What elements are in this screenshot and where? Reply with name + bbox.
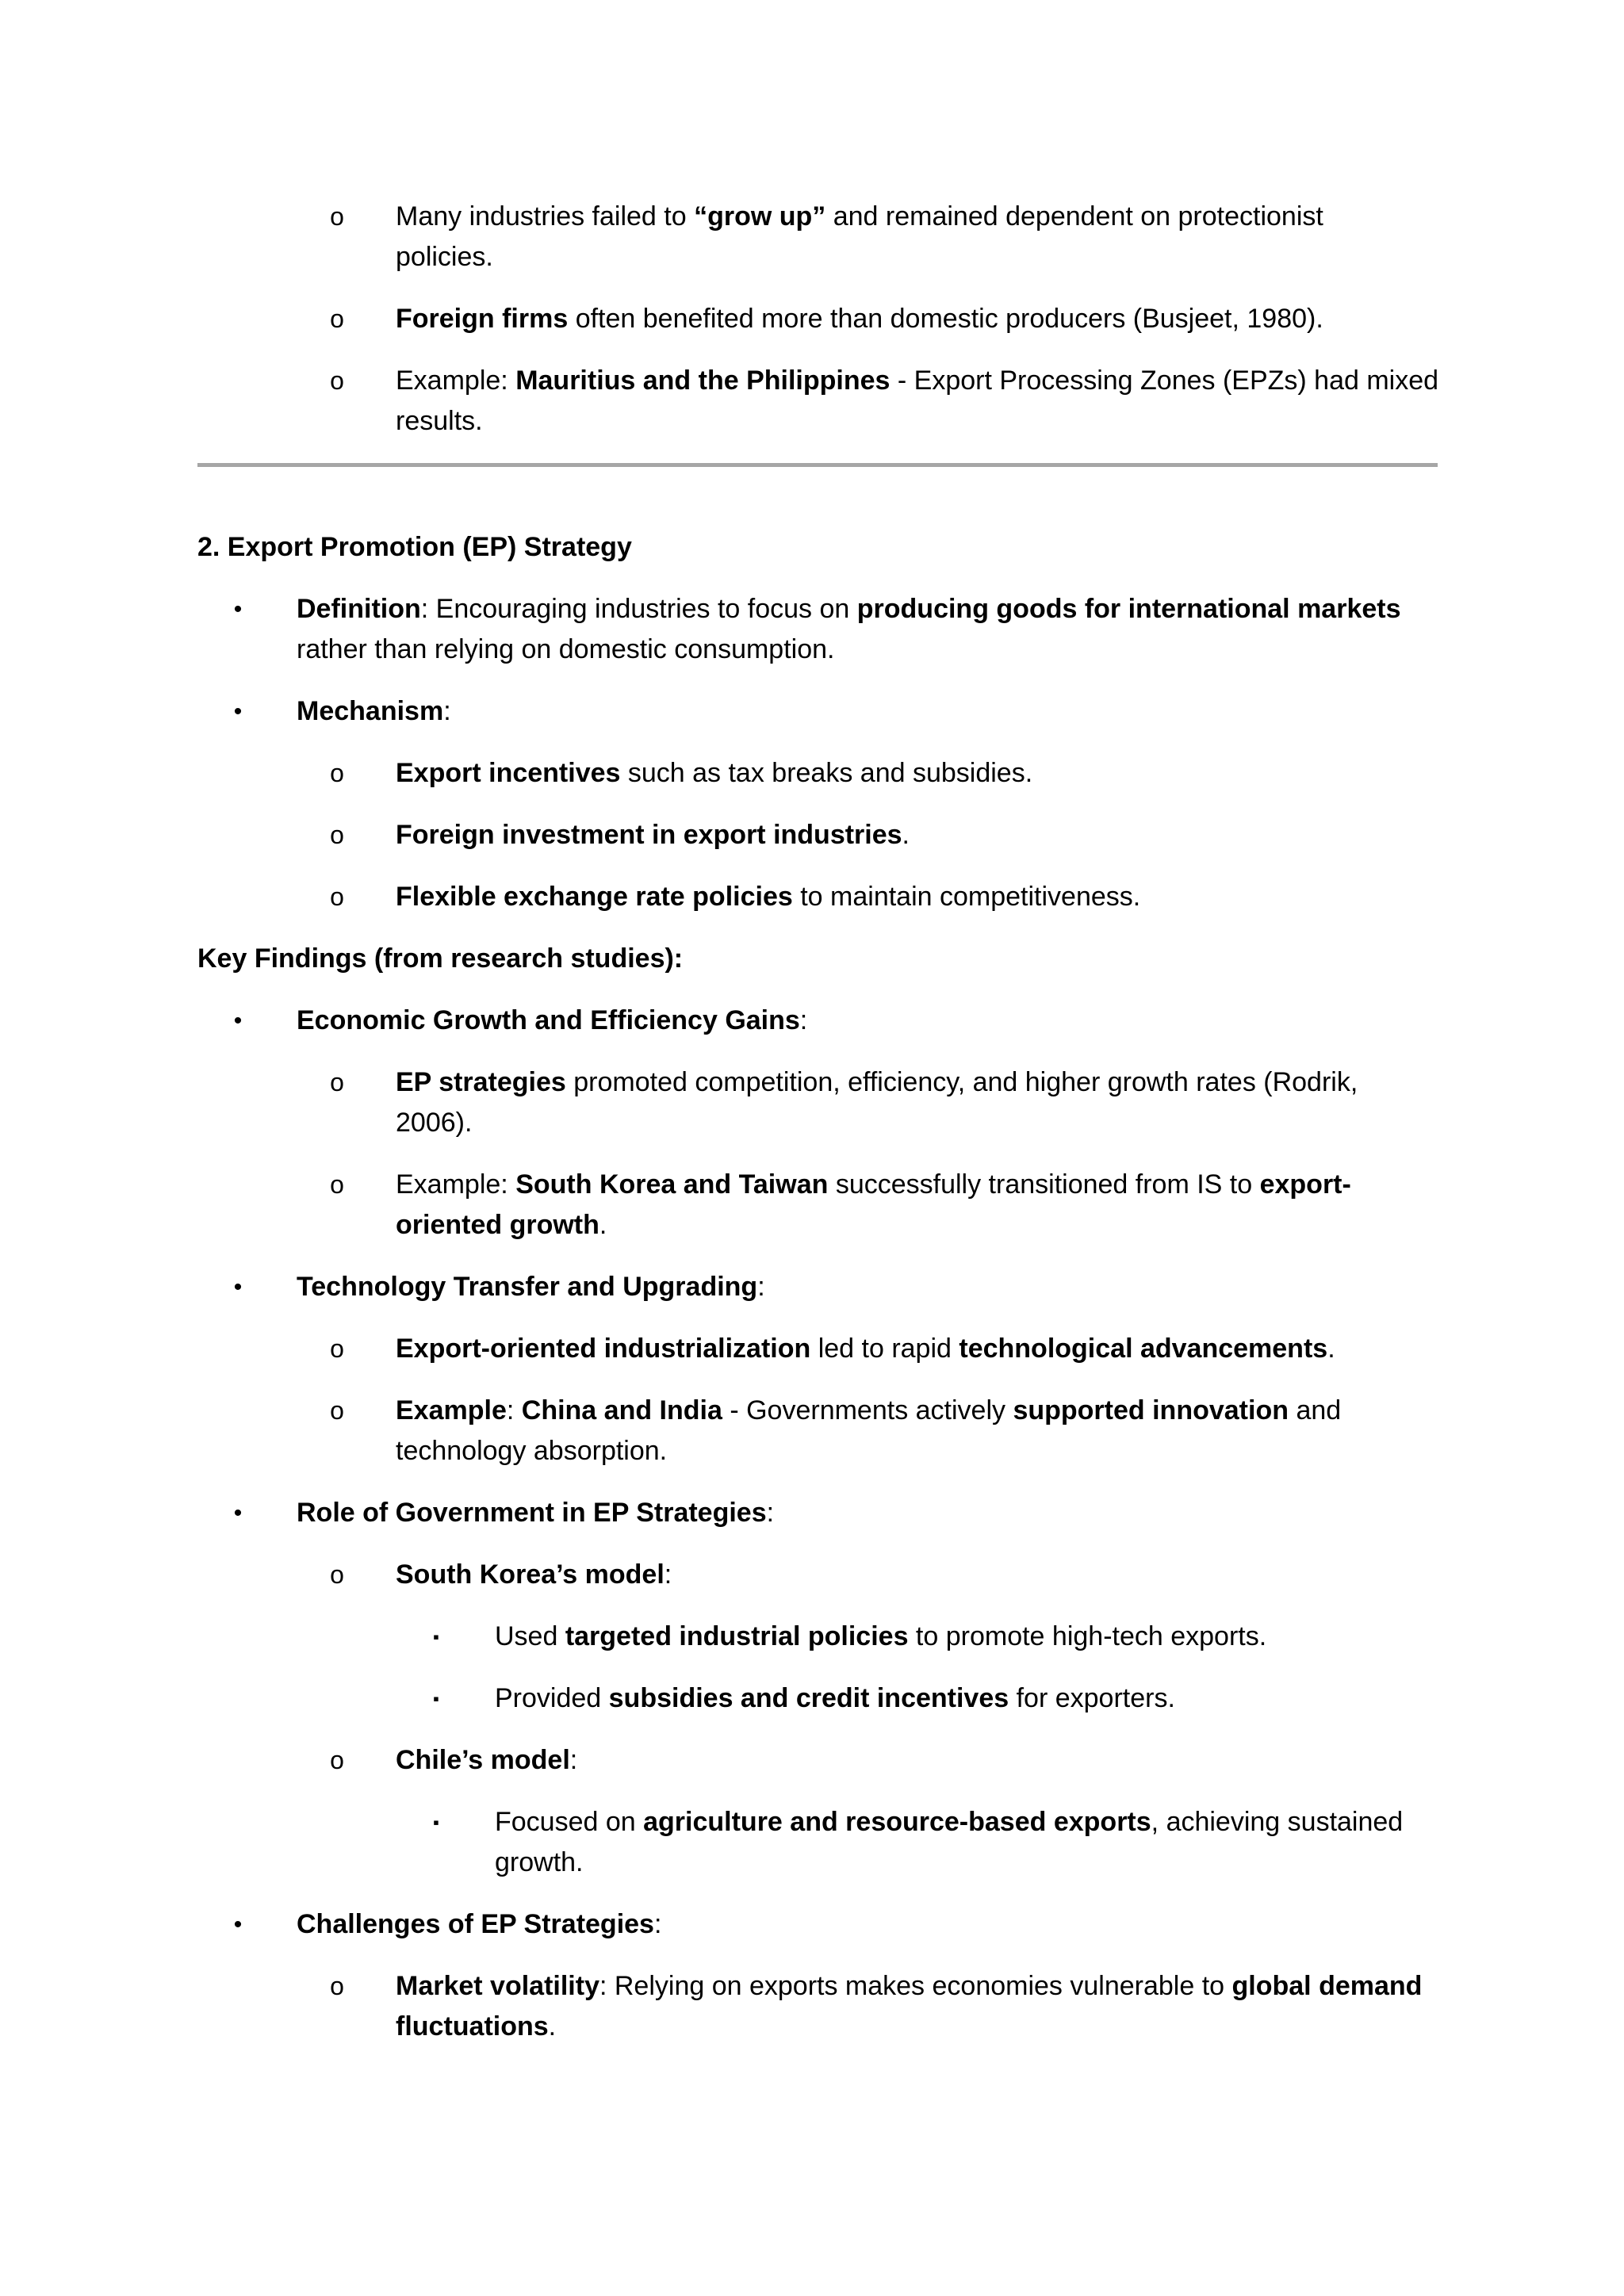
circle-bullet-icon: o [330,1972,344,2000]
bold-text: Market volatility [396,1971,599,2001]
section-heading [197,527,632,568]
bold-text: producing goods for international markets [856,594,1401,624]
list-item-text [495,1802,1403,1843]
list-item-text [396,1205,607,1246]
circle-bullet-icon: o [330,759,344,787]
list-item-text [297,629,834,670]
text-run: technology absorption. [396,1436,668,1466]
text-run: : Encouraging industries to focus on [420,594,857,624]
text-run: Example: [396,365,516,396]
bold-text: Challenges of EP Strategies [297,1909,654,1939]
text-run: : [653,1909,662,1939]
circle-bullet-icon: o [330,304,344,333]
list-item-text [396,1329,1335,1369]
bold-text: Definition [297,594,421,624]
bold-text: Economic Growth and Efficiency Gains [297,1005,800,1035]
bold-text: Technology Transfer and Upgrading [297,1272,758,1302]
text-run: : [757,1272,765,1302]
horizontal-rule [197,463,1438,467]
bold-text: South Korea and Taiwan [515,1169,829,1200]
bold-text: “grow up” [694,201,826,232]
circle-bullet-icon: o [330,1170,344,1199]
text-run: such as tax breaks and subsidies. [620,758,1033,788]
bold-text: Role of Government in EP Strategies [297,1498,767,1528]
bold-text: oriented growth [396,1210,599,1240]
list-item-text [396,1391,1341,1431]
bullet-icon: • [233,698,243,725]
bold-text: China and India [521,1395,722,1425]
bold-text: South Korea’s model [396,1559,665,1590]
bullet-icon: • [233,1008,243,1034]
text-run: to promote high-tech exports. [908,1621,1267,1651]
bold-text: agriculture and resource-based exports [643,1807,1151,1837]
bold-text: EP strategies [396,1067,566,1097]
bullet-icon: • [233,596,243,622]
circle-bullet-icon: o [330,882,344,911]
list-item-text [396,299,1323,339]
list-item-text [297,589,1401,629]
text-run: led to rapid [810,1334,959,1364]
text-run: : Relying on exports makes economies vulnerable to [599,1971,1232,2001]
bold-text: 2. Export Promotion (EP) Strategy [197,532,632,562]
list-item-text [396,197,1323,237]
text-run: : [766,1498,775,1528]
list-item-text [495,1843,584,1883]
bold-text: Mechanism [297,696,444,726]
list-item-text [396,1555,672,1595]
list-item-text [396,401,483,442]
list-item-text [396,237,493,277]
section-heading [197,939,683,979]
text-run: policies. [396,242,493,272]
text-run: successfully transitioned from IS to [828,1169,1260,1200]
circle-bullet-icon: o [330,202,344,231]
list-item-text [495,1678,1175,1719]
text-run: rather than relying on domestic consumption. [297,634,835,664]
bold-text: Foreign investment in export industries [396,820,902,850]
text-run: 2006). [396,1108,473,1138]
list-item-text [396,1165,1351,1205]
list-item-text [396,1103,472,1143]
circle-bullet-icon: o [330,366,344,395]
text-run: and remained dependent on protectionist [825,201,1323,232]
text-run: Provided [495,1683,609,1713]
text-run: promoted competition, efficiency, and higher growth rates (Rodrik, [565,1067,1358,1097]
list-item-text [495,1617,1266,1657]
text-run: : [506,1395,522,1425]
list-item-text [396,1966,1422,2007]
bold-text: global demand [1231,1971,1423,2001]
square-bullet-icon: ▪ [433,1689,439,1709]
text-run: , achieving sustained [1151,1807,1404,1837]
circle-bullet-icon: o [330,1068,344,1096]
text-run: . [902,820,910,850]
text-run: growth. [495,1847,584,1877]
text-run: Many industries failed to [396,201,695,232]
bold-text: Key Findings (from research studies): [197,943,684,974]
text-run: . [548,2011,557,2042]
text-run: . [1327,1334,1335,1364]
text-run: often benefited more than domestic producers (Busjeet, 1980). [568,304,1323,334]
bold-text: Export-oriented industrialization [396,1334,811,1364]
list-item-text [396,2007,556,2047]
square-bullet-icon: ▪ [433,1812,439,1832]
list-item-text [297,1493,774,1533]
circle-bullet-icon: o [330,1334,344,1363]
circle-bullet-icon: o [330,1746,344,1774]
text-run: Example: [396,1169,516,1200]
list-item-text [396,1431,667,1471]
list-item-text [297,1904,661,1945]
text-run: : [569,1745,578,1775]
list-item-text [396,1740,577,1781]
bullet-icon: • [233,1274,243,1300]
list-item-text [297,691,451,732]
bold-text: Mauritius and the Philippines [515,365,891,396]
list-item-text [396,361,1438,401]
bullet-icon: • [233,1500,243,1526]
bold-text: export- [1259,1169,1351,1200]
bold-text: Foreign firms [396,304,569,334]
text-run: for exporters. [1009,1683,1175,1713]
list-item-text [396,753,1032,794]
text-run: and [1289,1395,1342,1425]
bullet-icon: • [233,1911,243,1938]
bold-text: Flexible exchange rate policies [396,882,793,912]
text-run: - Export Processing Zones (EPZs) had mixed [890,365,1439,396]
bold-text: targeted industrial policies [565,1621,909,1651]
circle-bullet-icon: o [330,1396,344,1425]
bold-text: subsidies and credit incentives [608,1683,1009,1713]
text-run: to maintain competitiveness. [792,882,1141,912]
list-item-text [396,815,910,855]
text-run: : [443,696,451,726]
text-run: results. [396,406,483,436]
list-item-text [396,877,1140,917]
bold-text: Export incentives [396,758,621,788]
list-item-text [297,1001,807,1041]
text-run: Focused on [495,1807,644,1837]
text-run: : [799,1005,808,1035]
text-run: - Governments actively [722,1395,1013,1425]
list-item-text [396,1062,1358,1103]
bold-text: fluctuations [396,2011,549,2042]
list-item-text [297,1267,765,1307]
bold-text: supported innovation [1013,1395,1289,1425]
bold-text: Example [396,1395,507,1425]
text-run: . [599,1210,607,1240]
circle-bullet-icon: o [330,821,344,849]
circle-bullet-icon: o [330,1560,344,1589]
bold-text: technological advancements [959,1334,1328,1364]
bold-text: Chile’s model [396,1745,570,1775]
square-bullet-icon: ▪ [433,1627,439,1647]
text-run: Used [495,1621,565,1651]
text-run: : [664,1559,672,1590]
